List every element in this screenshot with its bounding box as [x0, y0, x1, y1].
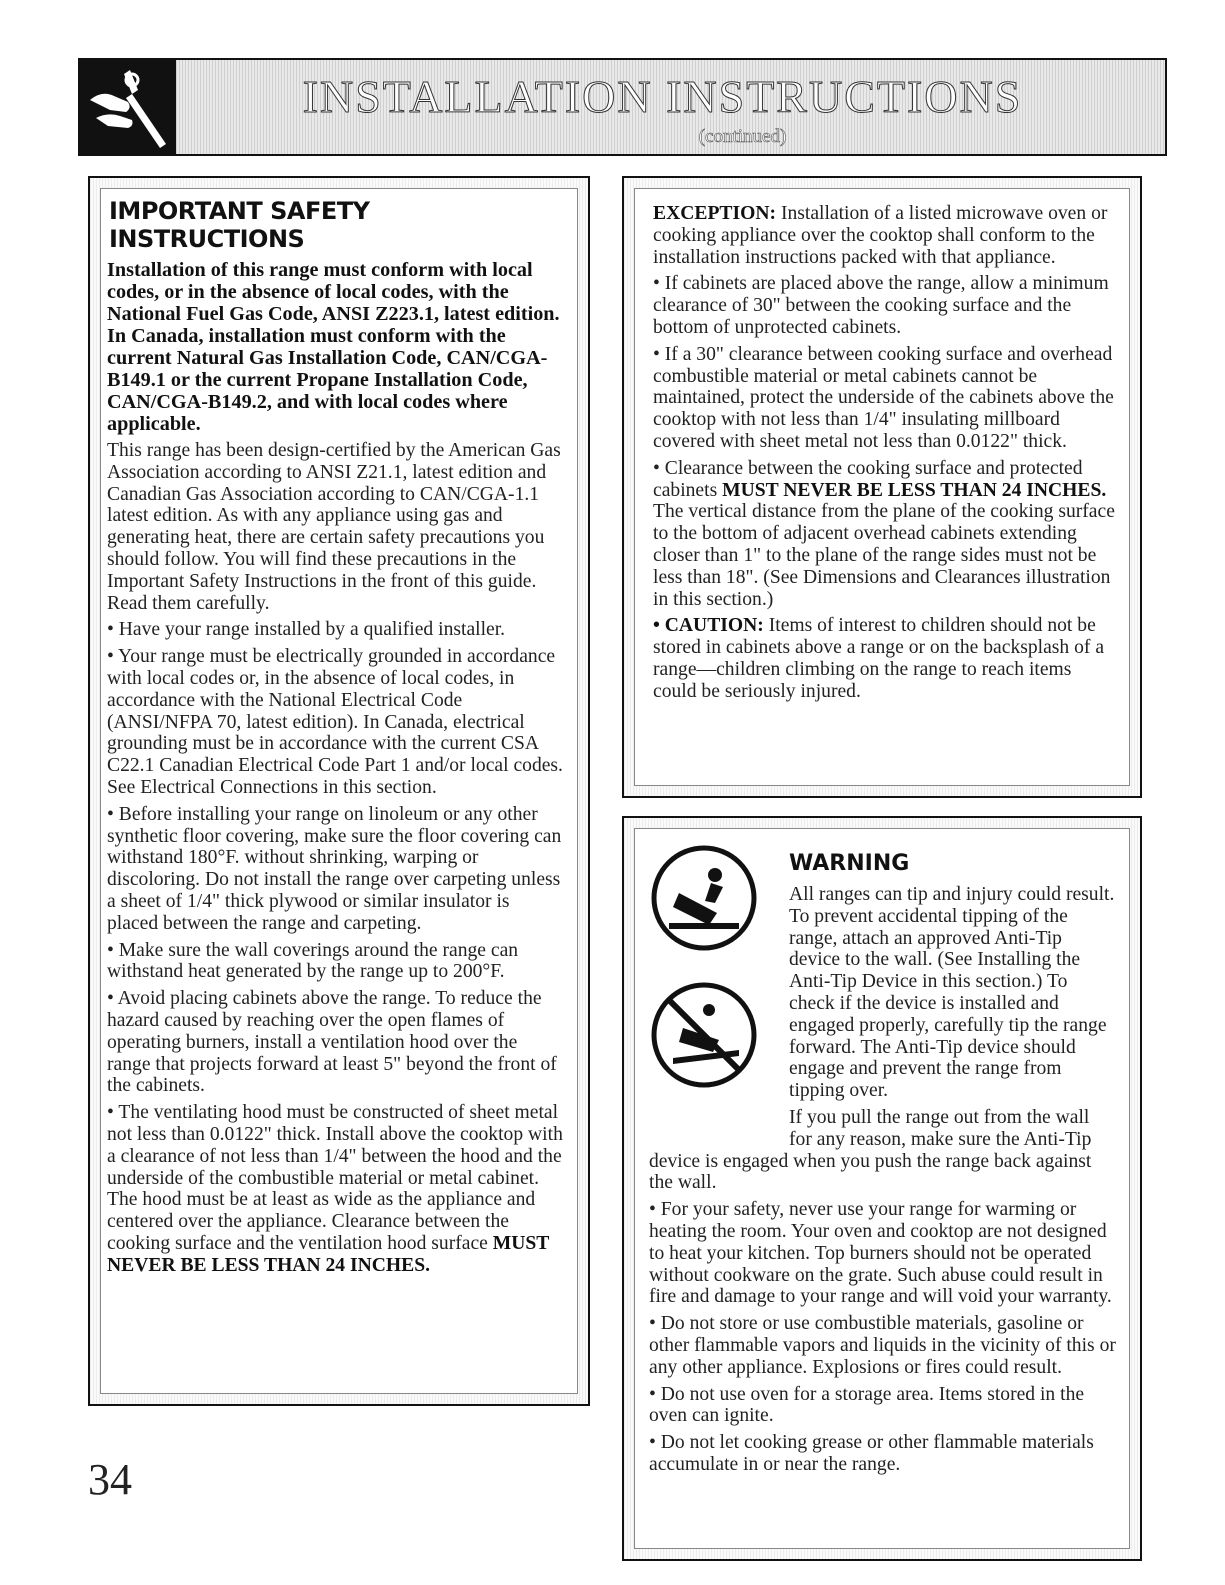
- exception-label: EXCEPTION:: [653, 203, 777, 224]
- anti-tip-paragraph: All ranges can tip and injury could result. To prevent accidental tipping of the range, attach an approved Anti-Tip device to the wall. (See Installing the Anti-Tip Device in this section.) To check if the device is installed and engaged properly, carefully tip the range forward. The Anti-Tip device should engage and prevent the range from tipping over.: [789, 884, 1115, 1102]
- caution-text: Items of interest to children should not be stored in cabinets above a range or on the backsplash of a range—children climbing on the range to reach items could be seriously injured.: [653, 615, 1105, 702]
- bullet-ventilating-hood: [107, 1102, 563, 1276]
- safety-instructions-box: [88, 176, 590, 1406]
- anti-tip-engaged-paragraph: If you pull the range out from the wall for any reason, make sure the Anti-Tip device is engaged when you push the range back against the wall.: [649, 1106, 1092, 1194]
- bullet-floor-covering: • Before installing your range on linoleum or any other synthetic floor covering, make sure the floor covering can withstand 180°F. without shrinking, warping or discoloring. Do not install the range over carpeting unless a sheet of 1/4" thick plywood or similar insulator is placed between the range and carpeting.: [107, 803, 562, 934]
- bullet-cabinet-clearance: • If cabinets are placed above the range, allow a minimum clearance of 30" between the cooking surface and the bottom of unprotected cabinets.: [653, 273, 1109, 338]
- bullet-caution: [653, 615, 1117, 702]
- safety-instructions-content: [100, 188, 578, 1394]
- bullet-avoid-cabinets: • Avoid placing cabinets above the range. To reduce the hazard caused by reaching over the open flames of operating burners, install a ventilation hood over the range that projects forward at least 5" beyond the front of the cabinets.: [107, 988, 557, 1097]
- banner-title: INSTALLATION INSTRUCTIONS: [302, 71, 1023, 122]
- exception-box: [622, 176, 1142, 798]
- page-number: 34: [88, 1455, 132, 1504]
- clearance-detail: The vertical distance from the plane of the cooking surface to the bottom of adjacent overhead cabinets extending closer than 1" to the plane of the range sides must not be less than 18". (See Dimensions and Clearances illustration in this section.): [653, 501, 1115, 610]
- bullet-no-grease: • Do not let cooking grease or other flammable materials accumulate in or near the range.: [649, 1432, 1094, 1475]
- safety-heading: IMPORTANT SAFETY INSTRUCTIONS: [109, 197, 370, 253]
- warning-heading: WARNING: [789, 851, 910, 876]
- bullet-electrical-ground: • Your range must be electrically grounded in accordance with local codes or, in the absence of local codes, in accordance with the National Electrical Code (ANSI/NFPA 70, latest edition). In Canada, electrical grounding must be in accordance with the current CSA C22.1 Canadian Electrical Code Part 1 and/or local codes. See Electrical Connections in this section.: [107, 646, 563, 798]
- bullet-no-combustibles: • Do not store or use combustible materials, gasoline or other flammable vapors and liquids in the vicinity of this or any other appliance. Explosions or fires could result.: [649, 1313, 1116, 1378]
- code-compliance-lead: Installation of this range must conform with local codes, or in the absence of local codes, with the National Fuel Gas Code, ANSI Z223.1, latest edition. In Canada, installation must conform with the current Natural Gas Installation Code, CAN/CGA-B149.1 or the current Propane Installation Code, CAN/CGA-B149.2, and with local codes where applicable.: [107, 259, 560, 435]
- bullet-protected-clearance: [653, 458, 1117, 611]
- bullet-wall-coverings: • Make sure the wall coverings around the range can withstand heat generated by the range up to 200°F.: [107, 939, 519, 983]
- caution-label: • CAUTION:: [653, 615, 764, 637]
- hood-clearance-bold: MUST NEVER BE LESS THAN 24 INCHES.: [107, 1232, 550, 1276]
- certification-paragraph: This range has been design-certified by the American Gas Association according to ANSI Z21.1, latest edition and Canadian Gas Association according to CAN/CGA-1.1 latest edition. As with any appliance using gas and generating heat, there are certain safety precautions you should follow. You will find these precautions in the Important Safety Instructions in the front of this guide. Read them carefully.: [107, 440, 561, 614]
- hood-text: • The ventilating hood must be constructed of sheet metal not less than 0.0122" thick. Install above the cooktop with a clearance of not less than 1/4" between the hood and the underside of the combustible material or metal cabinet. The hood must be at least as wide as the appliance and centered over the appliance. Clearance between the cooking surface and the ventilation hood surface: [107, 1102, 563, 1254]
- warning-content: [634, 828, 1130, 1549]
- exception-text: Installation of a listed microwave oven or cooking appliance over the cooktop shall conform to the installation instructions packed with that appliance.: [653, 203, 1108, 268]
- bullet-protect-cabinets: • If a 30" clearance between cooking surface and overhead combustible material or metal cabinets cannot be maintained, protect the underside of the cabinets above the cooktop with not less than 1/4" insulating millboard covered with sheet metal not less than 0.0122" thick.: [653, 343, 1114, 452]
- banner-subtitle: (continued): [698, 126, 787, 147]
- section-banner: [78, 58, 1167, 156]
- clearance-text: • Clearance between the cooking surface and protected cabinets: [653, 457, 1083, 501]
- warning-box: [622, 816, 1142, 1561]
- no-tipping-prohibition-icon: [649, 980, 759, 1090]
- exception-paragraph: [653, 203, 1117, 268]
- bullet-qualified-installer: • Have your range installed by a qualified installer.: [107, 619, 506, 641]
- warning-icons: [649, 843, 767, 1133]
- range-tipping-warning-icon: [649, 843, 759, 953]
- bullet-no-storage: • Do not use oven for a storage area. Items stored in the oven can ignite.: [649, 1383, 1085, 1427]
- exception-content: [634, 188, 1130, 786]
- clearance-bold: MUST NEVER BE LESS THAN 24 INCHES.: [722, 479, 1107, 501]
- bullet-no-room-heating: • For your safety, never use your range for warming or heating the room. Your oven and cooktop are not designed to heat your kitchen. Top burners should not be operated without cookware on the grate. Such abuse could result in fire and damage to your range and will void your warranty.: [649, 1199, 1112, 1308]
